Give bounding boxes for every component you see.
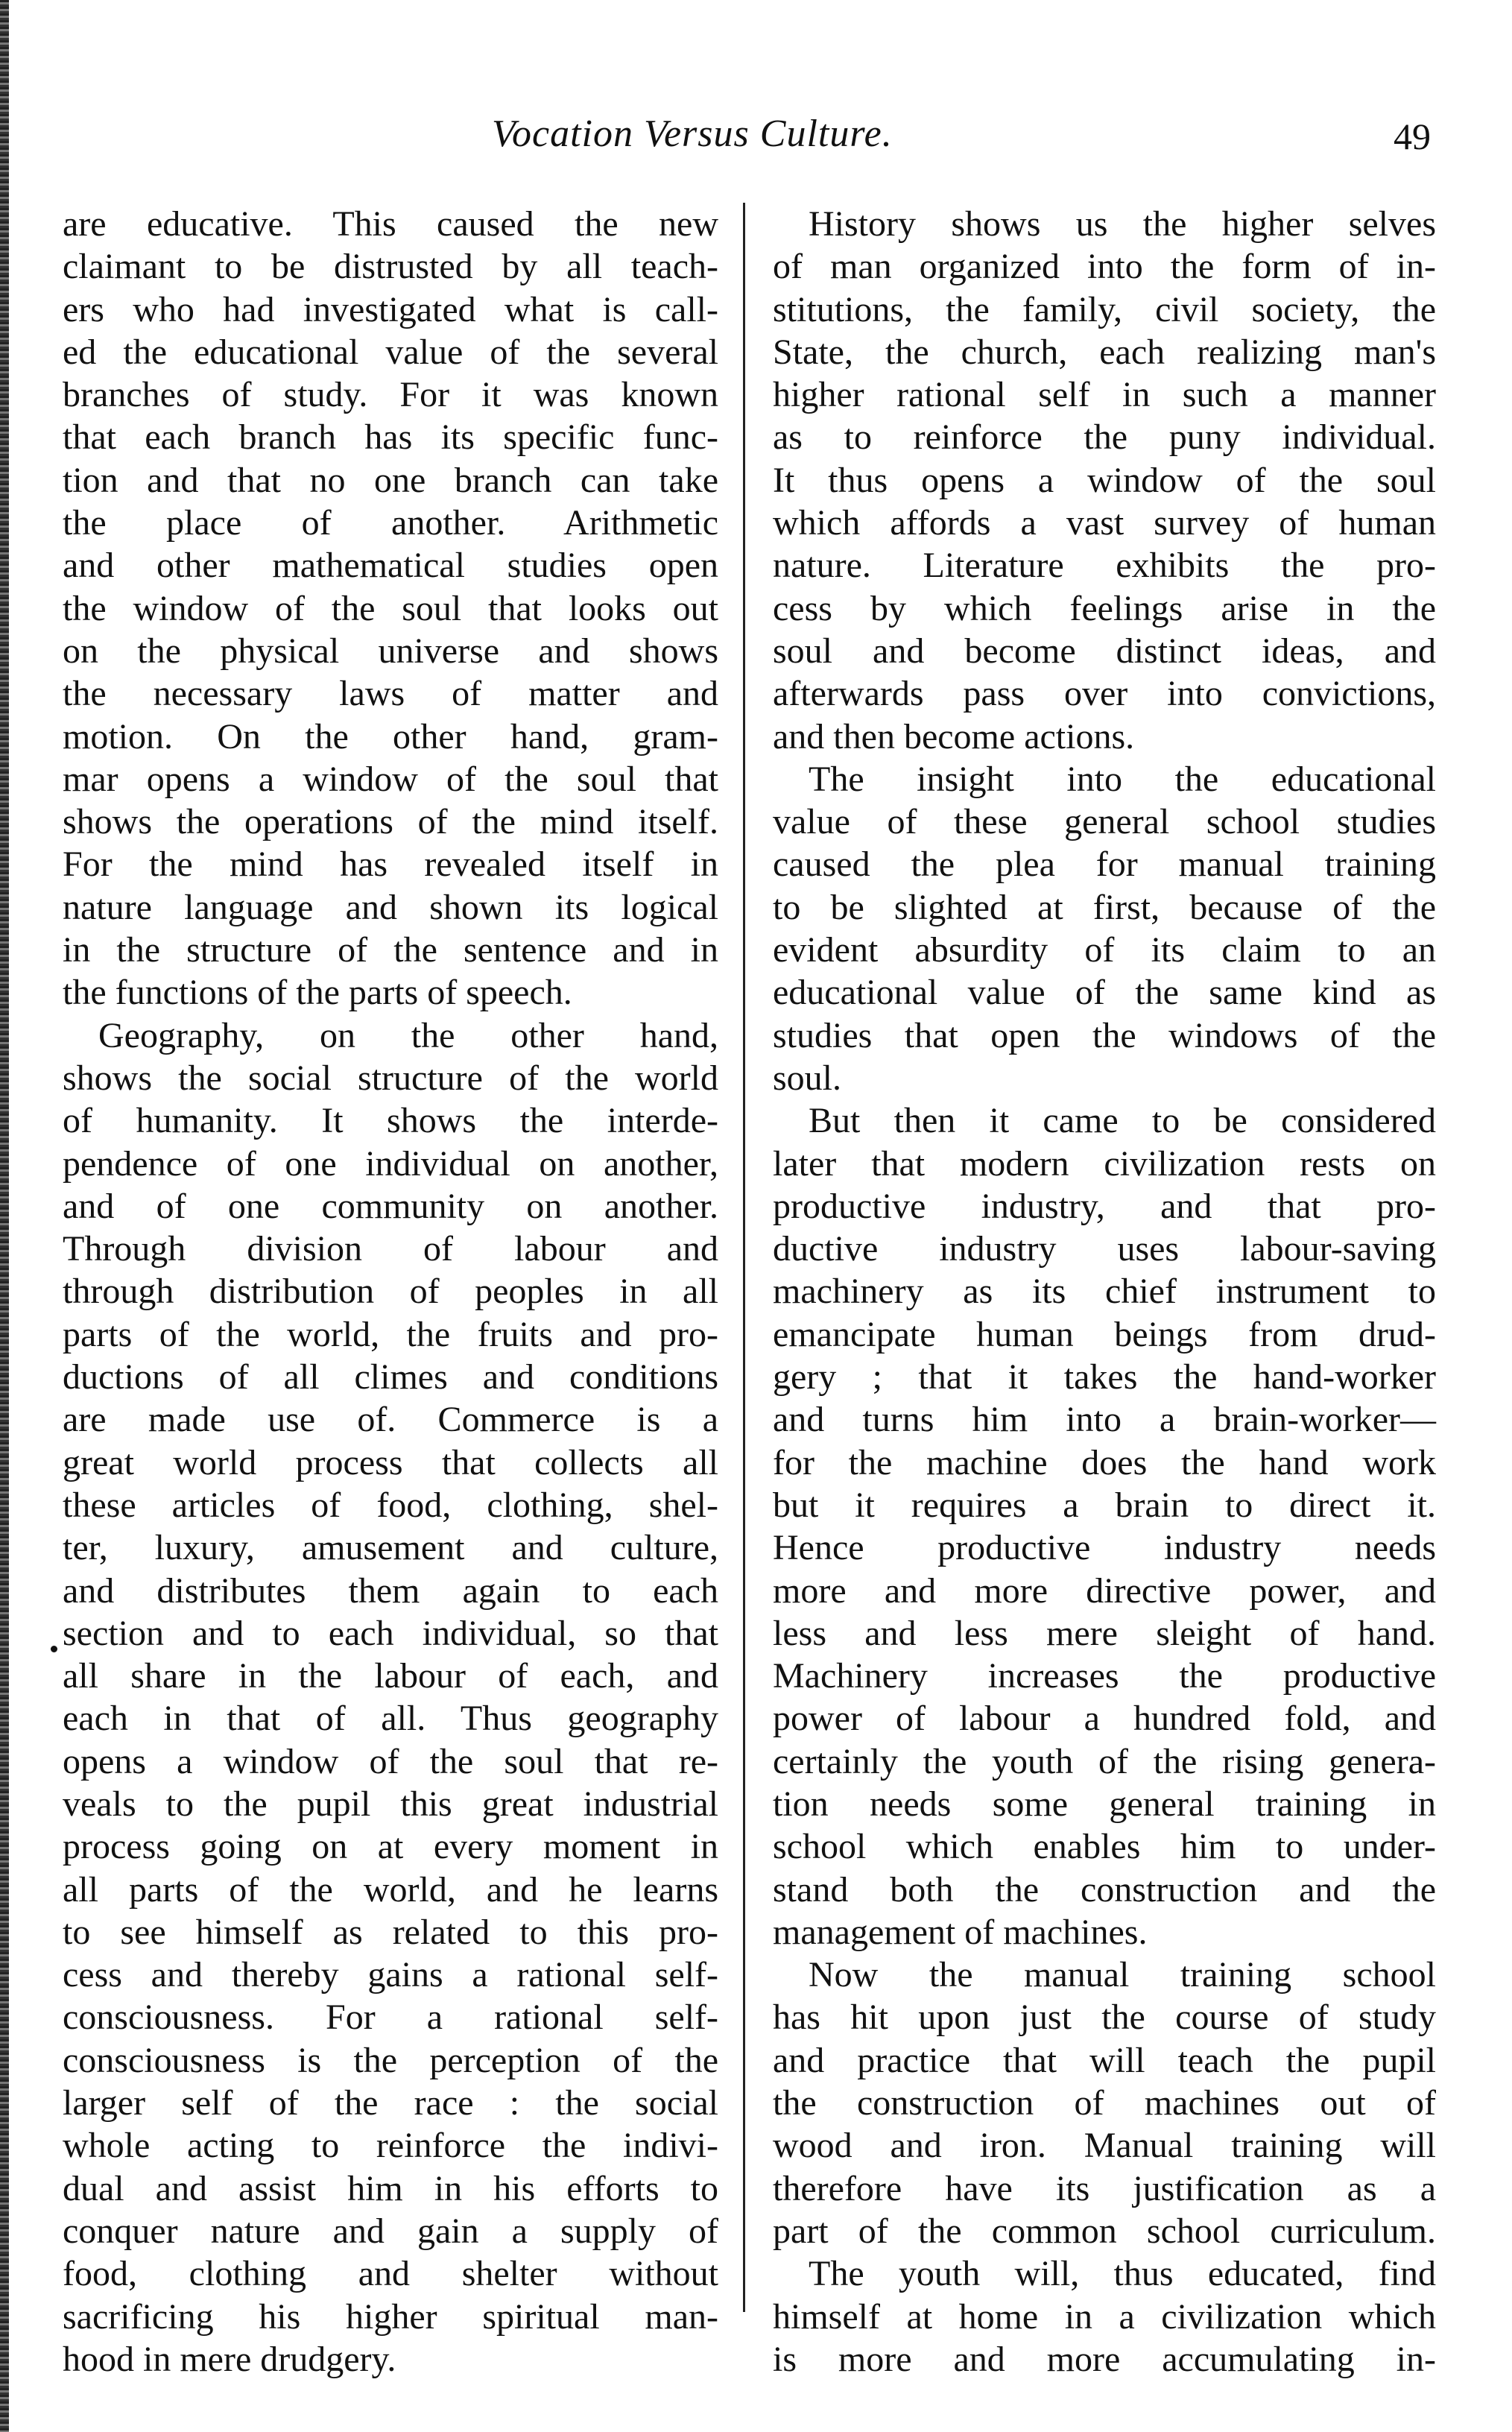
- text-line: through distribution of peoples in all: [63, 1272, 718, 1312]
- text-line: certainly the youth of the rising genera-: [773, 1741, 1436, 1781]
- text-line: Now the manual training school: [809, 1955, 1436, 1995]
- text-line: afterwards pass over into convictions,: [773, 674, 1436, 714]
- running-head: [0, 112, 1512, 164]
- text-line: and practice that will teach the pupil: [773, 2040, 1436, 2080]
- text-line: that each branch has its specific func-: [63, 417, 718, 458]
- right-text-column: [773, 203, 1436, 2381]
- text-line: Through division of labour and: [63, 1229, 718, 1269]
- text-line: nature language and shown its logical: [63, 887, 718, 927]
- text-line: educational value of the same kind as: [773, 973, 1436, 1013]
- text-line: the functions of the parts of speech.: [63, 973, 572, 1013]
- text-line: wood and iron. Manual training will: [773, 2126, 1436, 2166]
- margin-mark: [51, 1646, 57, 1652]
- text-line: ers who had investigated what is call-: [63, 289, 718, 329]
- text-line: stand both the construction and the: [773, 1869, 1436, 1910]
- text-line: the necessary laws of matter and: [63, 674, 718, 714]
- text-line: food, clothing and shelter without: [63, 2254, 718, 2294]
- text-line: are made use of. Commerce is a: [63, 1400, 718, 1440]
- text-line: himself at home in a civilization which: [773, 2296, 1436, 2337]
- text-line: of humanity. It shows the interde-: [63, 1101, 718, 1141]
- text-line: History shows us the higher selves: [809, 204, 1436, 244]
- text-line: For the mind has revealed itself in: [63, 844, 718, 885]
- text-line: evident absurdity of its claim to an: [773, 930, 1436, 970]
- text-line: as to reinforce the puny individual.: [773, 417, 1436, 458]
- text-line: therefore have its justification as a: [773, 2168, 1436, 2208]
- text-line: The insight into the educational: [809, 759, 1436, 799]
- text-line: branches of study. For it was known: [63, 375, 718, 415]
- text-line: these articles of food, clothing, shel-: [63, 1485, 718, 1525]
- text-line: nature. Literature exhibits the pro-: [773, 546, 1436, 586]
- text-line: all share in the labour of each, and: [63, 1656, 718, 1696]
- text-line: shows the social structure of the world: [63, 1058, 718, 1098]
- text-line: productive industry, and that pro-: [773, 1186, 1436, 1226]
- text-line: ductive industry uses labour-saving: [773, 1229, 1436, 1269]
- text-line: larger self of the race : the social: [63, 2083, 718, 2123]
- text-line: stitutions, the family, civil society, the: [773, 289, 1436, 329]
- text-line: hood in mere drudgery.: [63, 2339, 396, 2379]
- text-line: to see himself as related to this pro-: [63, 1912, 718, 1952]
- text-line: part of the common school curriculum.: [773, 2211, 1436, 2251]
- text-line: But then it came to be considered: [809, 1101, 1436, 1141]
- running-title: Vocation Versus Culture.: [492, 113, 893, 155]
- text-line: in the structure of the sentence and in: [63, 930, 718, 970]
- text-line: great world process that collects all: [63, 1442, 718, 1482]
- text-line: and then become actions.: [773, 716, 1135, 757]
- text-line: less and less mere sleight of hand.: [773, 1613, 1436, 1653]
- text-line: the place of another. Arithmetic: [63, 503, 718, 543]
- text-line: It thus opens a window of the soul: [773, 460, 1436, 500]
- text-line: are educative. This caused the new: [63, 204, 718, 244]
- page-binding-edge: [0, 0, 9, 2432]
- text-line: has hit upon just the course of study: [773, 1997, 1436, 2038]
- text-line: sacrificing his higher spiritual man-: [63, 2296, 718, 2337]
- text-line: of man organized into the form of in-: [773, 247, 1436, 287]
- text-line: to be slighted at first, because of the: [773, 887, 1436, 927]
- text-line: management of machines.: [773, 1912, 1148, 1952]
- text-line: motion. On the other hand, gram-: [63, 716, 718, 757]
- text-line: on the physical universe and shows: [63, 631, 718, 671]
- text-line: cess by which feelings arise in the: [773, 588, 1436, 628]
- text-line: parts of the world, the fruits and pro-: [63, 1314, 718, 1354]
- text-line: consciousness is the perception of the: [63, 2040, 718, 2080]
- column-divider: [743, 203, 745, 2312]
- text-line: value of these general school studies: [773, 802, 1436, 842]
- text-line: ductions of all climes and conditions: [63, 1357, 718, 1397]
- left-text-column: [63, 203, 718, 2381]
- text-line: mar opens a window of the soul that: [63, 759, 718, 799]
- text-line: claimant to be distrusted by all teach-: [63, 247, 718, 287]
- text-line: caused the plea for manual training: [773, 844, 1436, 885]
- text-line: more and more directive power, and: [773, 1570, 1436, 1611]
- text-line: and of one community on another.: [63, 1186, 718, 1226]
- text-line: whole acting to reinforce the indivi-: [63, 2126, 718, 2166]
- text-line: and distributes them again to each: [63, 1570, 718, 1611]
- text-line: each in that of all. Thus geography: [63, 1699, 718, 1739]
- text-line: ed the educational value of the several: [63, 332, 718, 372]
- page-number: 49: [1394, 116, 1431, 157]
- text-line: soul and become distinct ideas, and: [773, 631, 1436, 671]
- text-line: Hence productive industry needs: [773, 1528, 1436, 1568]
- text-line: Geography, on the other hand,: [98, 1015, 718, 1055]
- text-line: and other mathematical studies open: [63, 546, 718, 586]
- text-line: studies that open the windows of the: [773, 1015, 1436, 1055]
- text-line: soul.: [773, 1058, 842, 1098]
- text-line: tion and that no one branch can take: [63, 460, 718, 500]
- text-line: for the machine does the hand work: [773, 1442, 1436, 1482]
- text-line: the window of the soul that looks out: [63, 588, 718, 628]
- text-line: veals to the pupil this great industrial: [63, 1784, 718, 1824]
- text-line: process going on at every moment in: [63, 1827, 718, 1867]
- text-line: section and to each individual, so that: [63, 1613, 718, 1653]
- text-line: tion needs some general training in: [773, 1784, 1436, 1824]
- text-line: consciousness. For a rational self-: [63, 1997, 718, 2038]
- text-line: higher rational self in such a manner: [773, 375, 1436, 415]
- text-line: school which enables him to under-: [773, 1827, 1436, 1867]
- text-line: emancipate human beings from drud-: [773, 1314, 1436, 1354]
- text-line: shows the operations of the mind itself.: [63, 802, 718, 842]
- text-line: the construction of machines out of: [773, 2083, 1436, 2123]
- text-line: pendence of one individual on another,: [63, 1143, 718, 1184]
- text-line: gery ; that it takes the hand-worker: [773, 1357, 1436, 1397]
- text-line: is more and more accumulating in-: [773, 2339, 1436, 2379]
- text-line: State, the church, each realizing man's: [773, 332, 1436, 372]
- text-line: but it requires a brain to direct it.: [773, 1485, 1436, 1525]
- text-line: ter, luxury, amusement and culture,: [63, 1528, 718, 1568]
- text-line: all parts of the world, and he learns: [63, 1869, 718, 1910]
- text-line: dual and assist him in his efforts to: [63, 2168, 718, 2208]
- text-line: which affords a vast survey of human: [773, 503, 1436, 543]
- text-line: conquer nature and gain a supply of: [63, 2211, 718, 2251]
- text-line: machinery as its chief instrument to: [773, 1272, 1436, 1312]
- text-line: The youth will, thus educated, find: [809, 2254, 1436, 2294]
- text-line: cess and thereby gains a rational self-: [63, 1955, 718, 1995]
- text-line: Machinery increases the productive: [773, 1656, 1436, 1696]
- text-line: later that modern civilization rests on: [773, 1143, 1436, 1184]
- text-line: and turns him into a brain-worker—: [773, 1400, 1436, 1440]
- text-line: power of labour a hundred fold, and: [773, 1699, 1436, 1739]
- text-line: opens a window of the soul that re-: [63, 1741, 718, 1781]
